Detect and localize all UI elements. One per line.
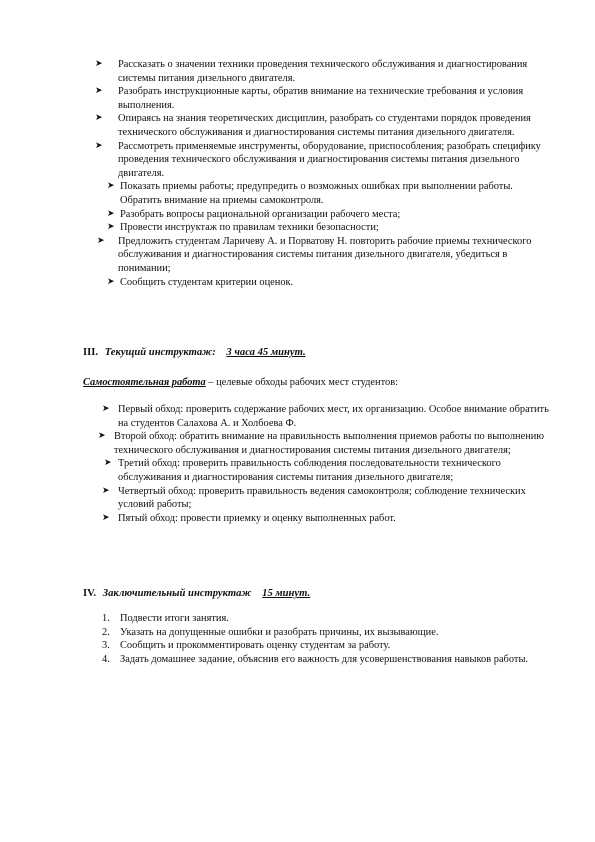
arrowhead-bullet-icon: ➤ — [107, 181, 115, 192]
arrowhead-bullet-icon: ➤ — [95, 59, 103, 69]
list-item: ➤ Предложить студентам Ларичеву А. и Порватову Н. повторить рабочие приемы технического обслуживания и диагностирования системы питания дизельного двигателя, убедиться в понимании; — [97, 235, 532, 274]
arrowhead-bullet-icon: ➤ — [95, 113, 103, 124]
arrowhead-bullet-icon: ➤ — [107, 208, 115, 219]
arrowhead-bullet-icon: ➤ — [95, 86, 103, 97]
list-item: ➤ Рассказать о значении техники проведения технического обслуживания и диагностирования системы питания дизельного двигателя. — [95, 59, 528, 84]
list-item: ➤ Разобрать инструкционные карты, обратив внимание на технические требования и условия выполнения. — [95, 86, 524, 111]
arrowhead-bullet-icon: ➤ — [107, 276, 115, 287]
list-item: 4. Задать домашнее задание, объяснив его важность для усовершенствования навыков работы. — [102, 653, 529, 665]
list-item: 1. Подвести итоги занятия. — [102, 613, 229, 624]
list-item: 2. Указать на допущенные ошибки и разобрать причины, их вызывающие. — [102, 626, 439, 638]
list-item: ➤ Сообщить студентам критерии оценок. — [107, 276, 294, 288]
list-item: ➤ Пятый обход: провести приемку и оценку выполненных работ. — [102, 512, 396, 524]
arrowhead-bullet-icon: ➤ — [102, 512, 110, 523]
rounds-bullet-list — [98, 403, 550, 525]
arrowhead-bullet-icon: ➤ — [104, 458, 112, 469]
list-item: ➤ Четвертый обход: проверить правильность ведения самоконтроля; соблюдение технических условий работы; — [102, 485, 526, 511]
final-steps-numbered-list — [102, 612, 550, 666]
list-item: ➤ Разобрать вопросы рациональной организации рабочего места; — [107, 208, 401, 220]
methods-bullet-list — [95, 58, 552, 289]
arrowhead-bullet-icon: ➤ — [98, 431, 106, 442]
arrowhead-bullet-icon: ➤ — [95, 140, 103, 151]
arrowhead-bullet-icon: ➤ — [107, 222, 115, 233]
list-item: ➤ Третий обход: проверить правильность соблюдения последовательности технического обслуживания и диагностирования системы питания дизельного двигателя; — [104, 458, 501, 483]
arrowhead-bullet-icon: ➤ — [97, 235, 105, 246]
independent-work-line: Самостоятельная работа – целевые обходы рабочих мест студентов: — [83, 377, 398, 388]
list-item: ➤ Опираясь на знания теоретических дисциплин, разобрать со студентами порядок проведения технического обслуживания и диагностирования системы питания дизельного двигателя. — [95, 113, 531, 138]
section-heading-final: IV. Заключительный инструктаж 15 минут. — [83, 588, 311, 599]
list-item: ➤ Второй обход: обратить внимание на правильность выполнения приемов работы по выполнению технического обслуживания и диагностирования системы питания дизельного двигателя; — [98, 431, 545, 456]
arrowhead-bullet-icon: ➤ — [102, 404, 110, 414]
list-item: ➤ Рассмотреть применяемые инструменты, оборудование, приспособления; разобрать специфику проведения технического обслуживания и диагностирования системы питания дизельного двигателя. — [95, 140, 541, 179]
list-item: 3. Сообщить и прокомментировать оценку студентам за работу. — [102, 640, 391, 652]
arrowhead-bullet-icon: ➤ — [102, 485, 110, 496]
list-item: ➤ Показать приемы работы; предупредить о возможных ошибках при выполнении работы. Обратить внимание на приемы самоконтроля. — [107, 181, 513, 206]
list-item: ➤ Первый обход: проверить содержание рабочих мест, их организацию. Особое внимание обратить на студентов Салахова А. и Холбоева Ф. — [102, 404, 549, 429]
list-item: ➤ Провести инструктаж по правилам техники безопасности; — [107, 222, 379, 234]
section-heading-current: III. Текущий инструктаж: 3 часа 45 минут. — [83, 347, 306, 358]
